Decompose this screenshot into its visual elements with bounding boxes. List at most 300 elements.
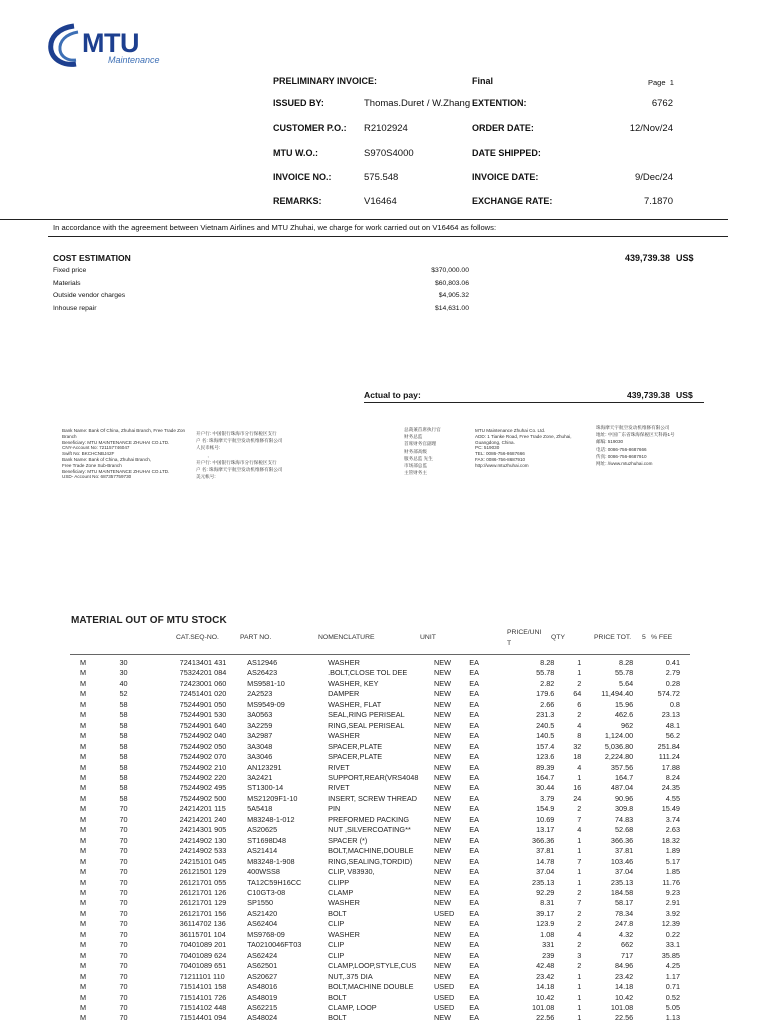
invoice-no-label: INVOICE NO.: xyxy=(273,172,332,182)
row-part-no: M83248-1-012 xyxy=(247,814,295,824)
bank-en-line: Free Trade Zone Sub-Branch xyxy=(62,462,122,468)
material-row xyxy=(80,700,680,710)
row-uom: EA xyxy=(469,783,479,793)
row-fee: 35.85 xyxy=(661,950,680,960)
preliminary-invoice-label: PRELIMINARY INVOICE: xyxy=(273,76,378,86)
material-row xyxy=(80,898,680,908)
row-price-unit: 14.78 xyxy=(536,856,555,866)
row-unit: NEW xyxy=(433,846,451,856)
invoice-date-value: 9/Dec/24 xyxy=(634,172,673,183)
row-chapter: 58 xyxy=(119,699,128,709)
management-cn-line: 财务总监 xyxy=(404,434,423,440)
row-type: M xyxy=(80,678,87,688)
row-uom: EA xyxy=(469,741,479,751)
row-qty: 64 xyxy=(573,689,582,699)
material-row xyxy=(80,658,680,668)
material-row xyxy=(80,752,680,762)
row-price-tot: 103.46 xyxy=(610,856,634,866)
bank-cn-line: 户 名: 珠海摩天宇航空发动机维修有限公司 xyxy=(196,467,283,473)
row-part-no: SP1550 xyxy=(247,898,274,908)
row-cat-seq: 24214201 115 xyxy=(179,804,226,814)
material-row xyxy=(80,878,680,888)
material-row xyxy=(80,689,680,699)
row-qty: 2 xyxy=(577,710,582,720)
row-unit: NEW xyxy=(433,783,451,793)
row-nomenclature: SPACER (*) xyxy=(328,835,368,845)
row-fee: 8.24 xyxy=(665,772,680,782)
material-row xyxy=(80,857,680,867)
material-row xyxy=(80,919,680,929)
bank-en-line: USD- Account No: 687357759730 xyxy=(62,474,132,480)
bank-en-line: Bank Name: Bank Of China, Zhuhai Branch, Free Trade Zon xyxy=(62,428,186,433)
address-en xyxy=(475,428,580,469)
row-fee: 2.63 xyxy=(665,825,680,835)
row-uom: EA xyxy=(469,992,479,1002)
page-label: Page 1 xyxy=(648,78,674,87)
address-cn-line: 邮编: 519030 xyxy=(596,439,624,445)
row-part-no: AS48016 xyxy=(247,982,278,992)
invoice-date-label: INVOICE DATE: xyxy=(472,172,539,182)
col-unit: UNIT xyxy=(420,634,436,641)
row-nomenclature: BOLT,MACHINE,DOUBLE xyxy=(328,846,414,856)
row-uom: EA xyxy=(469,762,479,772)
row-nomenclature: BOLT,MACHINE DOUBLE xyxy=(328,982,414,992)
bank-en-line: Beneficiary: MTU MAINTENANCE ZHUHAI CO.LTD. xyxy=(62,439,170,445)
row-fee: 56.2 xyxy=(665,731,680,741)
actual-to-pay-value: 439,739.38 xyxy=(626,390,670,400)
customer-po-value: R2102924 xyxy=(364,123,408,134)
row-type: M xyxy=(80,898,87,908)
row-price-tot: 1,124.00 xyxy=(604,731,634,741)
row-price-tot: 4.32 xyxy=(619,929,634,939)
row-price-unit: 179.6 xyxy=(536,689,555,699)
row-type: M xyxy=(80,971,87,981)
row-price-unit: 23.42 xyxy=(536,971,555,981)
row-price-unit: 235.13 xyxy=(532,877,555,887)
row-fee: 2.79 xyxy=(665,668,680,678)
row-price-unit: 89.39 xyxy=(536,762,555,772)
row-cat-seq: 26121701 126 xyxy=(179,887,227,897)
row-fee: 17.88 xyxy=(661,762,680,772)
row-type: M xyxy=(80,731,87,741)
row-price-tot: 462.6 xyxy=(614,710,634,720)
row-fee: 1.13 xyxy=(665,1013,680,1023)
row-part-no: AS21414 xyxy=(247,846,278,856)
row-uom: EA xyxy=(469,752,479,762)
row-qty: 1 xyxy=(577,1002,582,1012)
row-chapter: 70 xyxy=(119,898,128,908)
bank-cn-line: 开户行: 中国银行珠海市分行保税区支行 xyxy=(196,459,277,465)
row-cat-seq: 26121501 129 xyxy=(179,867,227,877)
row-qty: 2 xyxy=(577,961,582,971)
row-unit: NEW xyxy=(433,950,451,960)
row-price-tot: 662 xyxy=(621,940,634,950)
row-cat-seq: 70401089 624 xyxy=(179,950,227,960)
row-nomenclature: WASHER, FLAT xyxy=(328,699,382,709)
row-nomenclature: CLAMP, LOOP xyxy=(328,1002,377,1012)
row-price-tot: 247.8 xyxy=(614,919,634,929)
row-part-no: AS62404 xyxy=(247,919,278,929)
row-nomenclature: SPACER,PLATE xyxy=(328,741,383,751)
row-qty: 1 xyxy=(577,867,582,877)
row-uom: EA xyxy=(469,867,479,877)
material-row xyxy=(80,867,680,877)
row-unit: NEW xyxy=(433,741,451,751)
row-price-unit: 37.81 xyxy=(536,846,555,856)
row-type: M xyxy=(80,752,87,762)
row-uom: EA xyxy=(469,825,479,835)
row-part-no: AS62501 xyxy=(247,961,278,971)
row-nomenclature: DAMPER xyxy=(328,689,360,699)
row-chapter: 70 xyxy=(119,814,128,824)
row-chapter: 70 xyxy=(119,929,128,939)
exchange-rate-label: EXCHANGE RATE: xyxy=(472,196,553,206)
cost-line-value: $4,905.32 xyxy=(438,292,469,299)
row-nomenclature: BOLT xyxy=(328,1013,347,1023)
row-part-no: C10GT3-08 xyxy=(247,887,286,897)
row-chapter: 70 xyxy=(119,825,128,835)
remarks-label: REMARKS: xyxy=(273,196,322,206)
row-nomenclature: WASHER xyxy=(328,731,360,741)
bank-details-en xyxy=(62,428,197,480)
cost-line-label: Materials xyxy=(53,279,81,287)
row-qty: 1 xyxy=(577,877,582,887)
row-fee: 1.17 xyxy=(665,971,680,981)
row-part-no: AS20627 xyxy=(247,971,278,981)
row-type: M xyxy=(80,793,87,803)
row-cat-seq: 75244902 050 xyxy=(179,741,227,751)
row-type: M xyxy=(80,814,87,824)
row-nomenclature: SUPPORT,REAR(VRS4048 xyxy=(328,772,419,782)
address-en-line: http://www.mtuzhuhai.com xyxy=(475,462,529,468)
row-part-no: AS48024 xyxy=(247,1013,278,1023)
material-row xyxy=(80,783,680,793)
row-type: M xyxy=(80,919,87,929)
row-part-no: AN123291 xyxy=(247,762,282,772)
row-qty: 7 xyxy=(577,856,582,866)
row-qty: 7 xyxy=(577,898,582,908)
row-cat-seq: 75244902 210 xyxy=(179,762,227,772)
material-row xyxy=(80,993,680,1003)
row-type: M xyxy=(80,1013,87,1023)
row-type: M xyxy=(80,689,87,699)
row-cat-seq: 71514101 726 xyxy=(179,992,227,1002)
row-part-no: 3A0563 xyxy=(247,710,273,720)
row-fee: 18.32 xyxy=(661,835,680,845)
row-fee: 1.89 xyxy=(665,846,680,856)
row-price-unit: 8.28 xyxy=(540,658,555,667)
row-fee: 0.41 xyxy=(665,658,680,667)
row-part-no: AS20625 xyxy=(247,825,278,835)
row-chapter: 70 xyxy=(119,961,128,971)
row-price-tot: 84.96 xyxy=(614,961,634,971)
row-uom: EA xyxy=(469,678,479,688)
row-type: M xyxy=(80,699,87,709)
row-qty: 1 xyxy=(577,772,582,782)
issued-by-label: ISSUED BY: xyxy=(273,98,324,108)
actual-to-pay-underline xyxy=(364,402,704,403)
row-part-no: 3A2259 xyxy=(247,720,273,730)
invoice-no-value: 575.548 xyxy=(364,172,399,183)
row-fee: 0.8 xyxy=(669,699,680,709)
row-unit: NEW xyxy=(433,877,451,887)
bank-cn-line: , xyxy=(196,452,209,458)
row-unit: NEW xyxy=(433,929,451,939)
row-qty: 1 xyxy=(577,668,582,678)
row-uom: EA xyxy=(469,1002,479,1012)
row-cat-seq: 72413401 431 xyxy=(179,658,227,667)
management-cn-line: 总裁兼首席执行官 xyxy=(404,427,441,432)
row-unit: NEW xyxy=(433,971,451,981)
row-nomenclature: CLAMP,LOOP,STYLE,CUS xyxy=(328,961,417,971)
address-cn-line: 地址: 中国广东省珠海保税区天科路1号 xyxy=(596,432,675,438)
material-row xyxy=(80,731,680,741)
row-type: M xyxy=(80,877,87,887)
logo-text: MTU xyxy=(82,28,139,58)
material-table xyxy=(80,658,680,1024)
row-fee: 4.25 xyxy=(665,961,680,971)
row-price-unit: 239 xyxy=(542,950,555,960)
agreement-text: In accordance with the agreement between Vietnam Airlines and MTU Zhuhai, we charge for work carried out on V16464 as follows: xyxy=(53,223,497,232)
col-qty: QTY xyxy=(551,634,565,641)
row-price-tot: 309.8 xyxy=(614,804,634,814)
row-chapter: 70 xyxy=(119,846,128,856)
row-price-unit: 240.5 xyxy=(536,720,555,730)
row-part-no: ST1698D48 xyxy=(247,835,287,845)
row-type: M xyxy=(80,720,87,730)
row-part-no: MS9549-09 xyxy=(247,699,285,709)
address-en-line: Guangdong, China. xyxy=(475,439,515,445)
row-cat-seq: 75244901 640 xyxy=(179,720,227,730)
row-price-tot: 90.96 xyxy=(614,793,634,803)
row-uom: EA xyxy=(469,846,479,856)
row-chapter: 40 xyxy=(119,678,128,688)
material-header-divider xyxy=(70,654,690,655)
row-type: M xyxy=(80,867,87,877)
address-cn-line: 珠海摩天宇航空发动机维修有限公司 xyxy=(596,425,670,430)
row-cat-seq: 71514102 448 xyxy=(179,1002,227,1012)
logo-subtext: Maintenance xyxy=(108,55,160,65)
material-row xyxy=(80,1003,680,1013)
row-price-tot: 487.04 xyxy=(610,783,634,793)
row-type: M xyxy=(80,992,87,1002)
row-cat-seq: 75244901 050 xyxy=(179,699,227,709)
cost-line-label: Fixed price xyxy=(53,267,87,274)
material-row xyxy=(80,668,680,678)
row-unit: NEW xyxy=(433,699,451,709)
row-price-tot: 23.42 xyxy=(614,971,634,981)
cost-total: 439,739.38 xyxy=(624,253,670,263)
row-uom: EA xyxy=(469,720,479,730)
col-part-no: PART NO. xyxy=(240,634,272,641)
row-qty: 1 xyxy=(577,1013,582,1023)
row-price-unit: 101.08 xyxy=(532,1002,555,1012)
row-qty: 8 xyxy=(577,731,582,741)
row-chapter: 70 xyxy=(119,887,128,897)
row-price-unit: 1.08 xyxy=(540,929,555,939)
row-qty: 16 xyxy=(573,783,582,793)
row-fee: 33.1 xyxy=(665,940,680,950)
row-uom: EA xyxy=(469,814,479,824)
row-cat-seq: 71211101 110 xyxy=(179,971,225,981)
row-price-tot: 5,036.80 xyxy=(604,741,634,751)
row-price-tot: 962 xyxy=(621,720,634,730)
row-fee: 1.85 xyxy=(665,867,680,877)
row-chapter: 70 xyxy=(119,835,128,845)
col-cat-seq: CAT.SEQ-NO. xyxy=(176,634,219,641)
exchange-rate-value: 7.1870 xyxy=(643,196,673,207)
row-price-tot: 235.13 xyxy=(610,877,634,887)
row-part-no: MS21209F1-10 xyxy=(247,793,298,803)
material-row xyxy=(80,825,680,835)
row-qty: 6 xyxy=(577,699,582,709)
row-price-tot: 58.17 xyxy=(614,898,634,908)
actual-to-pay-currency: US$ xyxy=(676,390,693,400)
mtu-wo-label: MTU W.O.: xyxy=(273,148,318,158)
bank-en-line: Beneficiary: MTU MAINTENANCE ZHUHAI CO.LTD. xyxy=(62,468,170,474)
row-nomenclature: BOLT xyxy=(328,908,347,918)
row-nomenclature: CLIPP xyxy=(328,877,350,887)
row-uom: EA xyxy=(469,710,479,720)
row-price-unit: 37.04 xyxy=(536,867,555,877)
customer-po-label: CUSTOMER P.O.: xyxy=(273,123,347,133)
row-cat-seq: 26121701 156 xyxy=(179,908,227,918)
row-nomenclature: SEAL,RING PERISEAL xyxy=(328,710,405,720)
row-nomenclature: PIN xyxy=(328,804,341,814)
row-cat-seq: 26121701 055 xyxy=(179,877,227,887)
management-cn xyxy=(404,426,464,476)
row-type: M xyxy=(80,658,87,667)
row-chapter: 58 xyxy=(119,752,128,762)
bank-details-cn xyxy=(196,430,326,480)
col-price-tot: PRICE TOT. xyxy=(594,634,632,641)
row-cat-seq: 70401089 651 xyxy=(179,961,227,971)
bank-cn-line: 美元帐号: xyxy=(196,474,216,480)
row-nomenclature: WASHER, KEY xyxy=(328,678,379,688)
row-price-tot: 8.28 xyxy=(619,658,634,667)
bank-en-line: Bank Name: Bank of China, Zhuhai Branch, xyxy=(62,456,152,462)
row-fee: 4.55 xyxy=(665,793,680,803)
row-fee: 24.35 xyxy=(661,783,680,793)
row-nomenclature: CLIP xyxy=(328,950,345,960)
row-cat-seq: 24214201 240 xyxy=(179,814,227,824)
row-cat-seq: 36115701 104 xyxy=(179,929,226,939)
row-cat-seq: 75244902 220 xyxy=(179,772,227,782)
row-type: M xyxy=(80,783,87,793)
management-cn-line: 财务部高级 xyxy=(404,448,427,454)
material-title: MATERIAL OUT OF MTU STOCK xyxy=(71,615,227,626)
row-price-unit: 2.66 xyxy=(540,699,555,709)
row-part-no: AS26423 xyxy=(247,668,278,678)
row-qty: 7 xyxy=(577,814,582,824)
material-row xyxy=(80,951,680,961)
row-unit: NEW xyxy=(433,710,451,720)
row-price-tot: 52.68 xyxy=(614,825,634,835)
row-chapter: 30 xyxy=(119,658,128,667)
issued-by-value: Thomas.Duret / W.Zhang xyxy=(364,98,471,109)
material-row xyxy=(80,930,680,940)
row-price-unit: 22.56 xyxy=(536,1013,555,1023)
row-cat-seq: 75244902 070 xyxy=(179,752,227,762)
row-cat-seq: 72451401 020 xyxy=(179,689,227,699)
row-qty: 4 xyxy=(577,929,582,939)
row-unit: NEW xyxy=(433,720,451,730)
row-nomenclature: CLIP xyxy=(328,919,345,929)
row-price-tot: 11,494.40 xyxy=(601,689,634,699)
row-uom: EA xyxy=(469,658,479,667)
row-fee: 5.17 xyxy=(665,856,680,866)
row-qty: 2 xyxy=(577,908,582,918)
row-nomenclature: CLIP xyxy=(328,940,345,950)
material-row xyxy=(80,888,680,898)
management-cn-line: 首席财务官副理 xyxy=(404,441,437,447)
row-uom: EA xyxy=(469,668,479,678)
material-row xyxy=(80,961,680,971)
row-cat-seq: 75324201 084 xyxy=(179,668,227,678)
row-fee: 0.22 xyxy=(665,929,680,939)
row-type: M xyxy=(80,772,87,782)
row-chapter: 58 xyxy=(119,731,128,741)
row-price-tot: 2,224.80 xyxy=(604,752,634,762)
row-price-unit: 30.44 xyxy=(536,783,555,793)
row-unit: NEW xyxy=(433,678,451,688)
row-unit: NEW xyxy=(433,867,451,877)
material-row xyxy=(80,982,680,992)
material-row xyxy=(80,846,680,856)
row-unit: NEW xyxy=(433,752,451,762)
row-fee: 251.84 xyxy=(657,741,680,751)
extention-value: 6762 xyxy=(651,98,673,109)
mtu-wo-value: S970S4000 xyxy=(364,148,414,159)
material-row xyxy=(80,794,680,804)
material-row xyxy=(80,836,680,846)
row-qty: 1 xyxy=(577,835,582,845)
row-chapter: 70 xyxy=(119,940,128,950)
row-price-tot: 37.04 xyxy=(614,867,634,877)
row-part-no: AS62424 xyxy=(247,950,278,960)
row-nomenclature: .BOLT,CLOSE TOL DEE xyxy=(328,668,408,678)
row-type: M xyxy=(80,950,87,960)
address-en-line: FAX: 0086-756-8687910 xyxy=(475,456,526,462)
row-fee: 11.76 xyxy=(662,877,680,887)
row-cat-seq: 70401089 201 xyxy=(179,940,227,950)
row-price-unit: 42.48 xyxy=(536,961,555,971)
row-price-tot: 5.64 xyxy=(619,678,634,688)
row-nomenclature: CLIP, V83930, xyxy=(328,867,375,877)
material-row xyxy=(80,909,680,919)
material-row xyxy=(80,763,680,773)
bank-cn-line: 人民币帐号: xyxy=(196,445,221,451)
row-type: M xyxy=(80,982,87,992)
bank-cn-line: 开户行: 中国银行珠海市分行保税区支行 xyxy=(196,431,277,436)
row-fee: 23.13 xyxy=(661,710,680,720)
row-type: M xyxy=(80,846,87,856)
row-qty: 2 xyxy=(577,804,582,814)
row-qty: 2 xyxy=(577,919,582,929)
row-part-no: 2A2523 xyxy=(247,689,273,699)
row-cat-seq: 75244902 500 xyxy=(179,793,227,803)
order-date-value: 12/Nov/24 xyxy=(629,123,673,134)
row-nomenclature: INSERT, SCREW THREAD xyxy=(328,793,418,803)
cost-line-label: Outside vendor charges xyxy=(53,292,126,299)
row-price-unit: 92.29 xyxy=(536,887,555,897)
cost-estimation-title: COST ESTIMATION xyxy=(53,253,131,263)
row-fee: 12.39 xyxy=(661,919,680,929)
row-price-unit: 13.17 xyxy=(536,825,555,835)
row-chapter: 70 xyxy=(119,856,128,866)
row-uom: EA xyxy=(469,804,479,814)
row-qty: 1 xyxy=(577,982,582,992)
